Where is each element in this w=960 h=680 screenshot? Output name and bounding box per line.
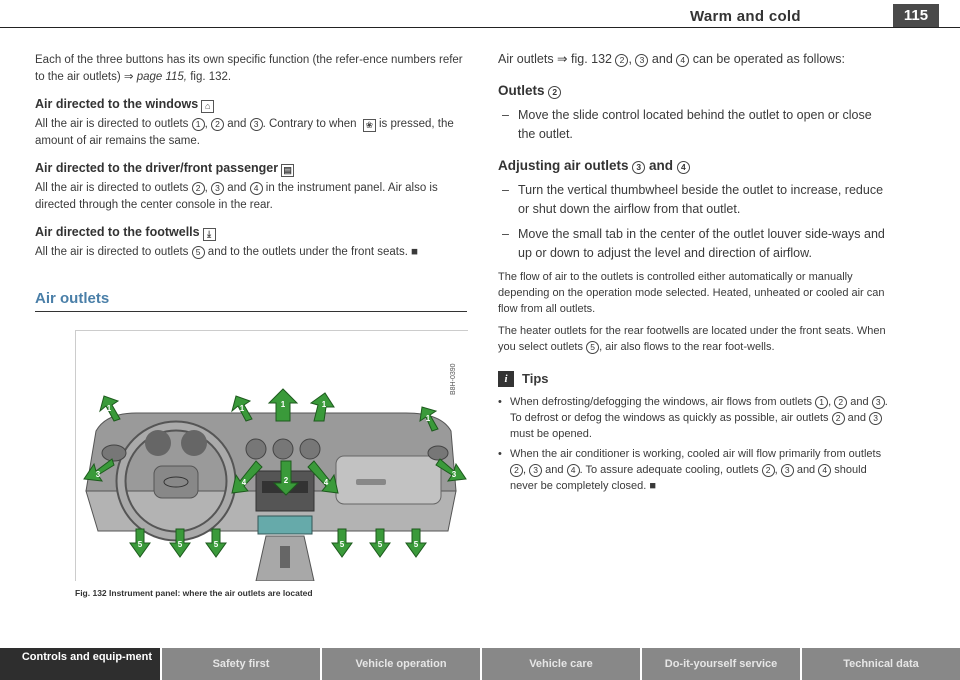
left-column: [35, 52, 467, 267]
outlet-label-5: 5: [377, 540, 383, 549]
flow-paragraph: The flow of air to the outlets is controlled either automatically or manually depending on the operation mode selected. Heated, unheated or cooled air can flow from all outlets.: [498, 271, 885, 315]
footwell-icon: ⤓: [203, 228, 216, 241]
footwells-paragraph: All the air is directed to outlets 5 and to the outlets under the front seats. ■: [35, 246, 419, 258]
tips-heading: i Tips: [498, 369, 890, 388]
section-rule: [35, 311, 467, 312]
outlet-label-3: 3: [451, 470, 457, 479]
tab-vehicle-care[interactable]: Vehicle care: [482, 648, 642, 680]
lead-paragraph: Air outlets ⇒ fig. 132 2 , 3 and 4 can be operated as follows:: [498, 52, 845, 66]
outlet-label-5: 5: [137, 540, 143, 549]
outlet-label-1: 1: [106, 404, 112, 413]
list-item: – Move the slide control located behind the outlet to open or close the outlet.: [502, 108, 872, 141]
running-header-title: Warm and cold: [690, 8, 801, 25]
windows-heading: Air directed to the windows ⌂: [35, 96, 467, 113]
footwells-heading: Air directed to the footwells ⤓: [35, 224, 467, 241]
fan-icon: ❀: [363, 119, 376, 132]
info-icon: i: [498, 371, 514, 387]
tab-safety-first[interactable]: Safety first: [162, 648, 322, 680]
figure-caption: Fig. 132 Instrument panel: where the air outlets are located: [75, 588, 313, 598]
outlet-label-5: 5: [213, 540, 219, 549]
page-link[interactable]: page 115,: [136, 71, 187, 83]
chapter-tab-bar: [0, 648, 960, 680]
section-title: Air outlets: [35, 290, 110, 307]
instrument-panel-illustration: [76, 331, 468, 581]
dash-vent-icon: ▤: [281, 164, 294, 177]
tab-diy-service[interactable]: Do-it-yourself service: [642, 648, 802, 680]
tab-technical-data[interactable]: Technical data: [802, 648, 960, 680]
driver-heading: Air directed to the driver/front passenger ▤: [35, 160, 467, 177]
outlet-label-1: 1: [321, 400, 327, 409]
outlet-label-5: 5: [177, 540, 183, 549]
defrost-icon: ⌂: [201, 100, 214, 113]
outlet-label-4: 4: [323, 478, 329, 487]
tip-item: • When defrosting/defogging the windows, air flows from outlets 1 , 2 and 3 . To defrost or defog the windows as quickly as possible, air outlets 2 and 3 must be opened.: [498, 396, 888, 440]
outlet-label-3: 3: [95, 470, 101, 479]
outlet-label-1: 1: [425, 414, 431, 423]
figure-code: B8H-0390: [450, 363, 457, 395]
page-number: 115: [893, 4, 939, 27]
list-item: – Turn the vertical thumbwheel beside the outlet to increase, reduce or shut down the airflow from that outlet.: [502, 183, 884, 216]
header-rule: [0, 27, 960, 28]
windows-paragraph: All the air is directed to outlets 1 , 2 and 3 . Contrary to when ❀ is pressed, the amount of air remains the same.: [35, 118, 454, 147]
outlet-label-1: 1: [280, 400, 286, 409]
figure-frame: [75, 330, 468, 581]
outlets-2-heading: Outlets 2: [498, 81, 890, 100]
tab-vehicle-operation[interactable]: Vehicle operation: [322, 648, 482, 680]
outlet-label-2: 2: [283, 476, 289, 485]
intro-paragraph: Each of the three buttons has its own specific function (the refer-ence numbers refer to the air outlets) ⇒ page 115, fig. 132.: [35, 54, 463, 83]
outlet-label-4: 4: [241, 478, 247, 487]
list-item: – Move the small tab in the center of the outlet louver side-ways and up or down to adjust the level and direction of airflow.: [502, 227, 885, 260]
driver-paragraph: All the air is directed to outlets 2 , 3 and 4 in the instrument panel. Air also is directed through the center console in the rear.: [35, 182, 438, 211]
outlet-label-1: 1: [239, 404, 245, 413]
right-column: [498, 50, 890, 498]
outlet-label-5: 5: [339, 540, 345, 549]
heater-paragraph: The heater outlets for the rear footwells are located under the front seats. When you select outlets 5 , air also flows to the rear foot-wells.: [498, 325, 886, 353]
tip-item: • When the air conditioner is working, cooled air will flow primarily from outlets 2 , 3 and 4 . To assure adequate cooling, outlets 2 , 3 and 4 should never be completely closed. ■: [498, 448, 882, 492]
adjust-heading: Adjusting air outlets 3 and 4: [498, 156, 890, 175]
tab-controls-and-equipment[interactable]: Controls and equip-ment: [0, 648, 162, 680]
outlet-label-5: 5: [413, 540, 419, 549]
